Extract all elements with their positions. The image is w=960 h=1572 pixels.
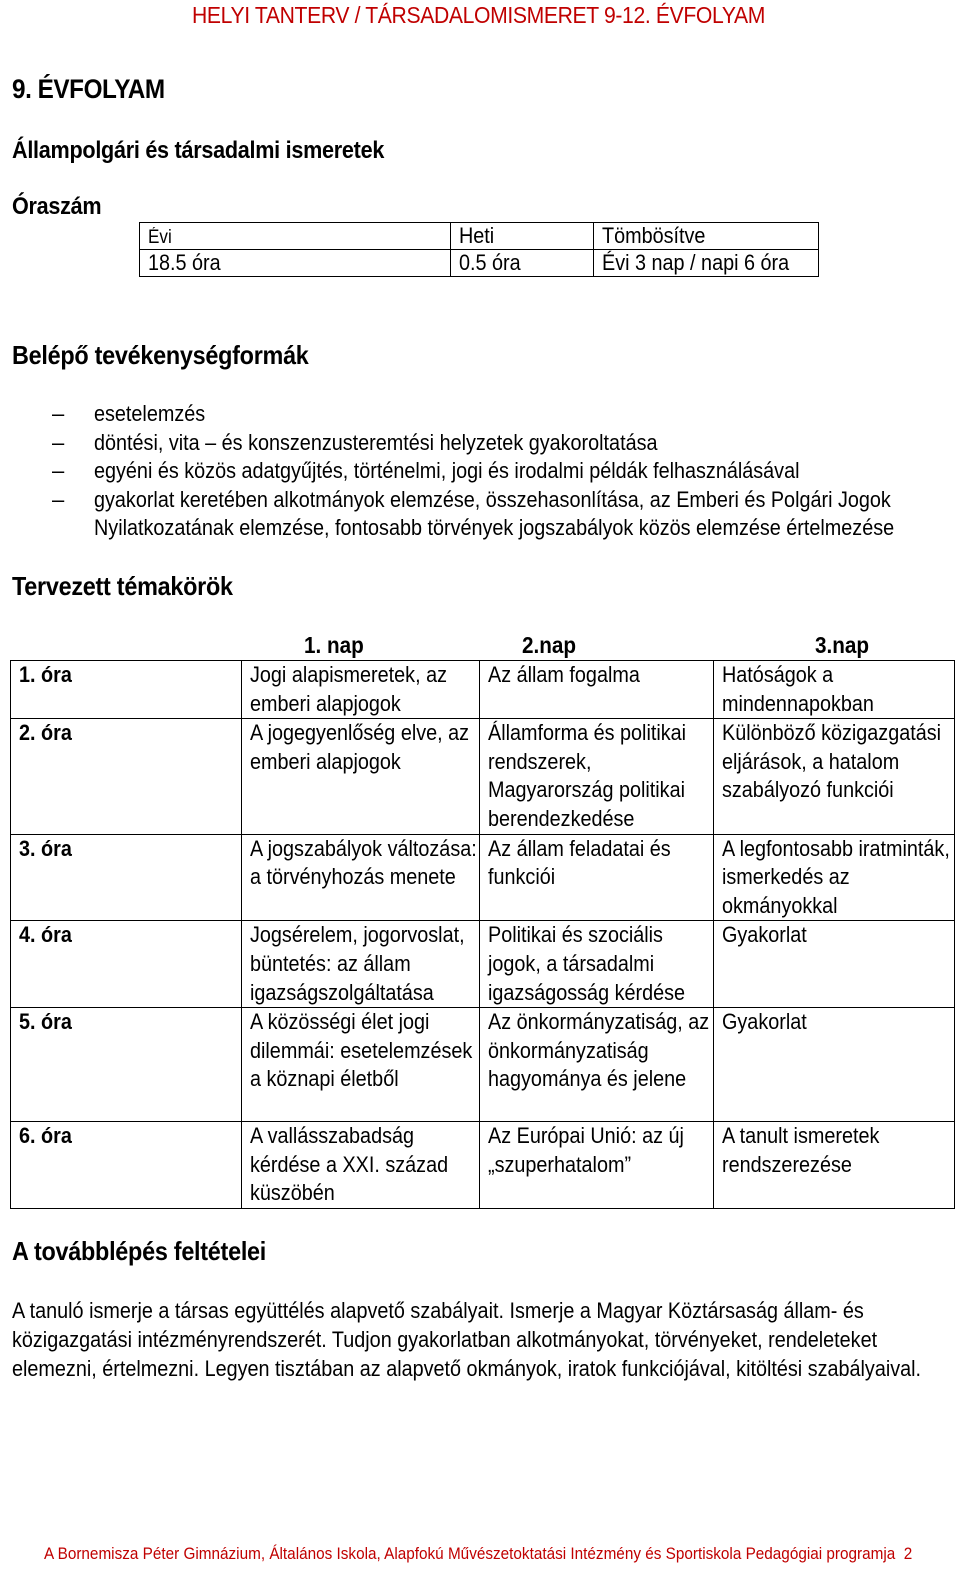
hours-title: Óraszám (12, 193, 102, 220)
table-row (11, 661, 955, 719)
activities-list (50, 400, 950, 543)
table-cell: Különböző közigazgatási eljárások, a hatalom szabályozó funkciói (714, 719, 955, 834)
table-cell: Gyakorlat (714, 921, 955, 1008)
list-item: – esetelemzés (50, 400, 950, 429)
lesson-label: 2. óra (11, 719, 242, 834)
day-header: 3.nap (815, 632, 870, 658)
hours-header-cell: Heti (451, 223, 594, 250)
running-header: HELYI TANTERV / TÁRSADALOMISMERET 9-12. ÉVFOLYAM (192, 2, 766, 28)
topics-table (10, 660, 955, 1209)
table-cell: Az állam fogalma (480, 661, 714, 719)
table-cell: Az állam feladatai és funkciói (480, 834, 714, 921)
hours-table (139, 222, 819, 277)
table-cell: Az önkormányzatiság, az önkormányzatiság hagyománya és jelene (480, 1008, 714, 1122)
day-headers (0, 632, 960, 662)
day-header: 2.nap (522, 632, 577, 658)
hours-value-row (140, 250, 819, 277)
table-cell: Az Európai Unió: az új „szuperhatalom” (480, 1122, 714, 1209)
day-header: 1. nap (304, 632, 364, 658)
table-cell: Jogsérelem, jogorvoslat, büntetés: az állam igazságszolgáltatása (242, 921, 480, 1008)
dash-bullet-icon: – (52, 429, 65, 455)
table-cell: Jogi alapismeretek, az emberi alapjogok (242, 661, 480, 719)
table-row (11, 921, 955, 1008)
table-cell: A vallásszabadság kérdése a XXI. század küszöbén (242, 1122, 480, 1209)
hours-header-cell: Tömbösítve (594, 223, 819, 250)
table-row (11, 834, 955, 921)
hours-value-cell: 0.5 óra (451, 250, 594, 277)
lesson-label: 5. óra (11, 1008, 242, 1122)
page-number: 2 (903, 1544, 913, 1563)
hours-header-cell: Évi (140, 223, 451, 250)
topics-title: Tervezett témakörök (12, 571, 233, 601)
page-footer (44, 1544, 954, 1564)
table-cell: Államforma és politikai rendszerek, Magyarország politikai berendezkedése (480, 719, 714, 834)
activities-title: Belépő tevékenységformák (12, 340, 309, 370)
table-cell: A jogszabályok változása: a törvényhozás menete (242, 834, 480, 921)
table-cell: A közösségi élet jogi dilemmái: esetelemzések a köznapi életből (242, 1008, 480, 1122)
lesson-label: 4. óra (11, 921, 242, 1008)
hours-header-row (140, 223, 819, 250)
list-item: – egyéni és közös adatgyűjtés, történelmi, jogi és irodalmi példák felhasználásával (50, 457, 950, 486)
lesson-label: 3. óra (11, 834, 242, 921)
list-item: – döntési, vita – és konszenzusteremtési helyzetek gyakoroltatása (50, 429, 950, 458)
dash-bullet-icon: – (52, 486, 65, 512)
dash-bullet-icon: – (52, 458, 65, 483)
dash-bullet-icon: – (52, 401, 65, 426)
hours-value-cell: Évi 3 nap / napi 6 óra (594, 250, 819, 277)
table-row (11, 719, 955, 834)
footer-text: A Bornemisza Péter Gimnázium, Általános Iskola, Alapfokú Művészetoktatási Intézmény és Sportiskola Pedagógiai programja (44, 1544, 896, 1563)
table-cell: Politikai és szociális jogok, a társadalmi igazságosság kérdése (480, 921, 714, 1008)
table-cell: A jogegyenlőség elve, az emberi alapjogok (242, 719, 480, 834)
table-cell: Gyakorlat (714, 1008, 955, 1122)
table-cell: Hatóságok a mindennapokban (714, 661, 955, 719)
list-item: – gyakorlat keretében alkotmányok elemzése, összehasonlítása, az Emberi és Polgári Jogok Nyilatkozatának elemzése, fontosabb törvények jogszabályok közös elemzése értelmezése (52, 486, 895, 540)
lesson-label: 6. óra (11, 1122, 242, 1209)
table-cell: A legfontosabb iratminták, ismerkedés az okmányokkal (714, 834, 955, 921)
table-row (11, 1008, 955, 1122)
subject-title: Állampolgári és társadalmi ismeretek (12, 137, 385, 164)
table-row (11, 1122, 955, 1209)
hours-value-cell: 18.5 óra (140, 250, 451, 277)
table-cell: A tanult ismeretek rendszerezése (714, 1122, 955, 1209)
lesson-label: 1. óra (11, 661, 242, 719)
grade-title: 9. ÉVFOLYAM (12, 74, 165, 104)
progress-title: A továbblépés feltételei (12, 1236, 267, 1266)
progress-paragraph: A tanuló ismerje a társas együttélés alapvető szabályait. Ismerje a Magyar Köztársaság állam- és közigazgatási intézményrendszerét. Tudjon gyakorlatban alkotmányokat, törvényeket, rendeleteket elemezni, értelmezni. Legyen tisztában az alapvető okmányok, iratok funkciójával, kitöltési szabályaival. (12, 1298, 922, 1381)
